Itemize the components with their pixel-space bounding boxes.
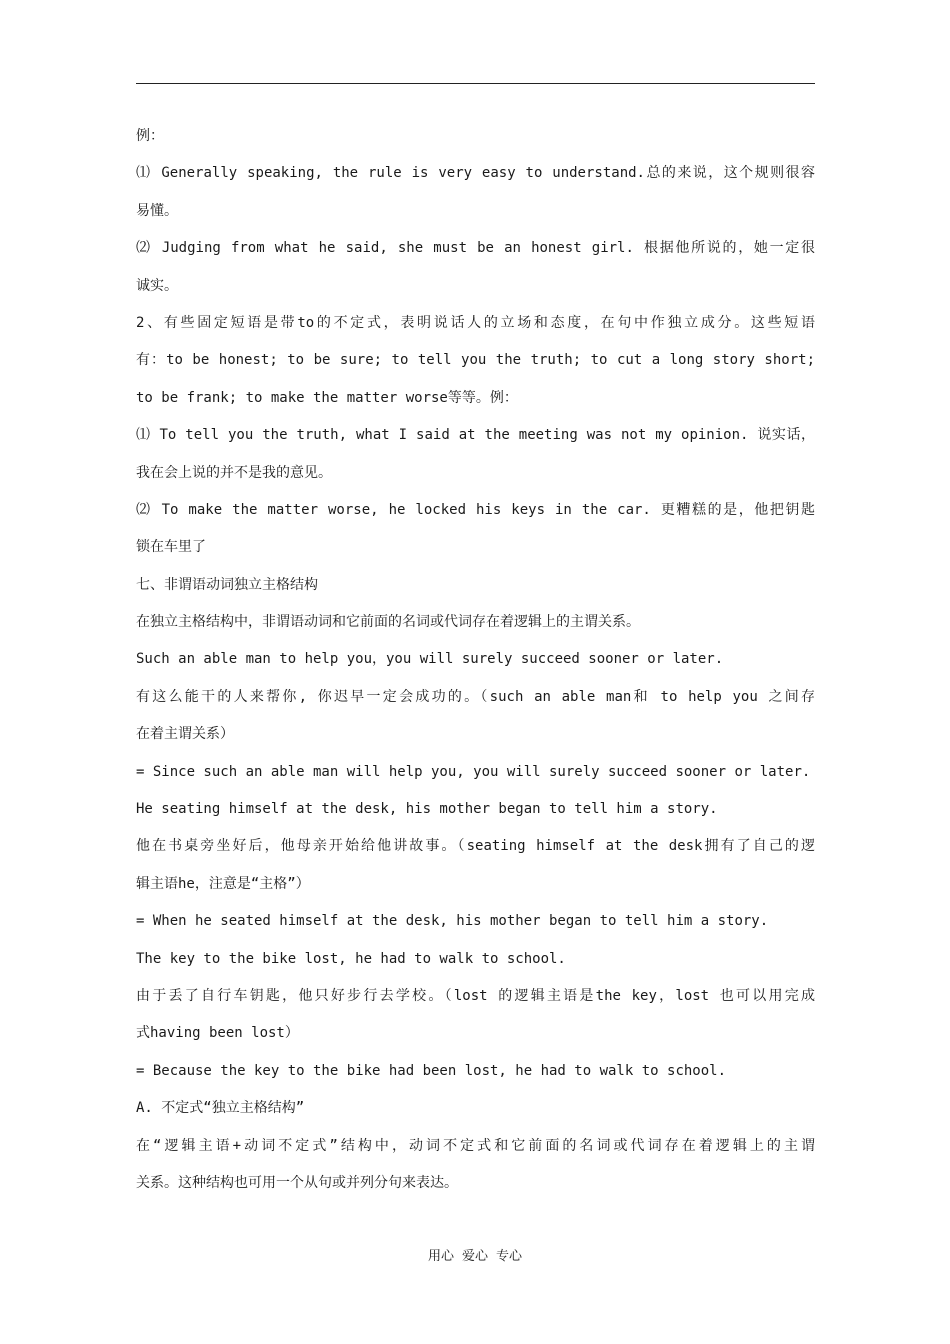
document-body: [136, 118, 815, 1202]
text-line: ⑴ To tell you the truth, what I said at the meeting was not my opinion. 说实话，: [136, 427, 815, 444]
text-line: He seating himself at the desk, his mother began to tell him a story.: [136, 801, 718, 818]
text-line: ⑵ Judging from what he said, she must be an honest girl. 根据他所说的，她一定很: [136, 240, 815, 257]
footer-text-3: 专心: [496, 1249, 523, 1264]
footer-text-2: 爱心: [461, 1249, 488, 1264]
text-line: 辑主语he，注意是“主格”）: [136, 875, 310, 892]
text-line: = Since such an able man will help you, you will surely succeed sooner or later.: [136, 763, 811, 780]
text-line: = Because the key to the bike had been lost, he had to walk to school.: [136, 1062, 727, 1079]
text-line: Such an able man to help you，you will surely succeed sooner or later.: [136, 651, 724, 668]
text-line: 他在书桌旁坐好后，他母亲开始给他讲故事。（seating himself at the desk拥有了自己的逻: [136, 838, 815, 855]
text-line: 诚实。: [136, 277, 178, 294]
text-line: 易懂。: [136, 202, 178, 219]
text-line: 例：: [136, 128, 164, 144]
text-line: 由于丢了自行车钥匙，他只好步行去学校。（lost 的逻辑主语是the key，lost 也可以用完成: [136, 987, 815, 1004]
text-line: 有这么能干的人来帮你, 你迟早一定会成功的。（such an able man和 to help you 之间存: [136, 688, 815, 705]
text-line: 七、非谓语动词独立主格结构: [136, 576, 318, 593]
text-line: 在着主谓关系）: [136, 726, 234, 743]
header-rule: [136, 83, 815, 84]
page-footer: [0, 1245, 950, 1269]
text-line: ⑵ To make the matter worse, he locked his keys in the car. 更糟糕的是，他把钥匙: [136, 501, 815, 518]
text-line: ⑴ Generally speaking, the rule is very easy to understand.总的来说，这个规则很容: [136, 165, 815, 182]
text-line: = When he seated himself at the desk, his mother began to tell him a story.: [136, 913, 769, 930]
text-line: 式having been lost）: [136, 1025, 299, 1042]
text-line: 我在会上说的并不是我的意见。: [136, 464, 332, 481]
text-line: 锁在车里了: [136, 539, 206, 556]
text-line: to be frank; to make the matter worse等等。例：: [136, 389, 518, 406]
text-line: 在独立主格结构中，非谓语动词和它前面的名词或代词存在着逻辑上的主谓关系。: [136, 614, 640, 631]
footer-text-1: 用心: [427, 1249, 454, 1264]
text-line: 2、有些固定短语是带to的不定式，表明说话人的立场和态度，在句中作独立成分。这些短语: [136, 314, 815, 331]
text-line: A. 不定式“独立主格结构”: [136, 1100, 305, 1117]
text-line: 有：to be honest; to be sure; to tell you the truth; to cut a long story short;: [136, 352, 815, 369]
text-line: 在“逻辑主语+动词不定式”结构中，动词不定式和它前面的名词或代词存在着逻辑上的主谓: [136, 1137, 815, 1154]
text-line: 关系。这种结构也可用一个从句或并列分句来表达。: [136, 1174, 458, 1191]
text-line: The key to the bike lost, he had to walk to school.: [136, 950, 566, 967]
